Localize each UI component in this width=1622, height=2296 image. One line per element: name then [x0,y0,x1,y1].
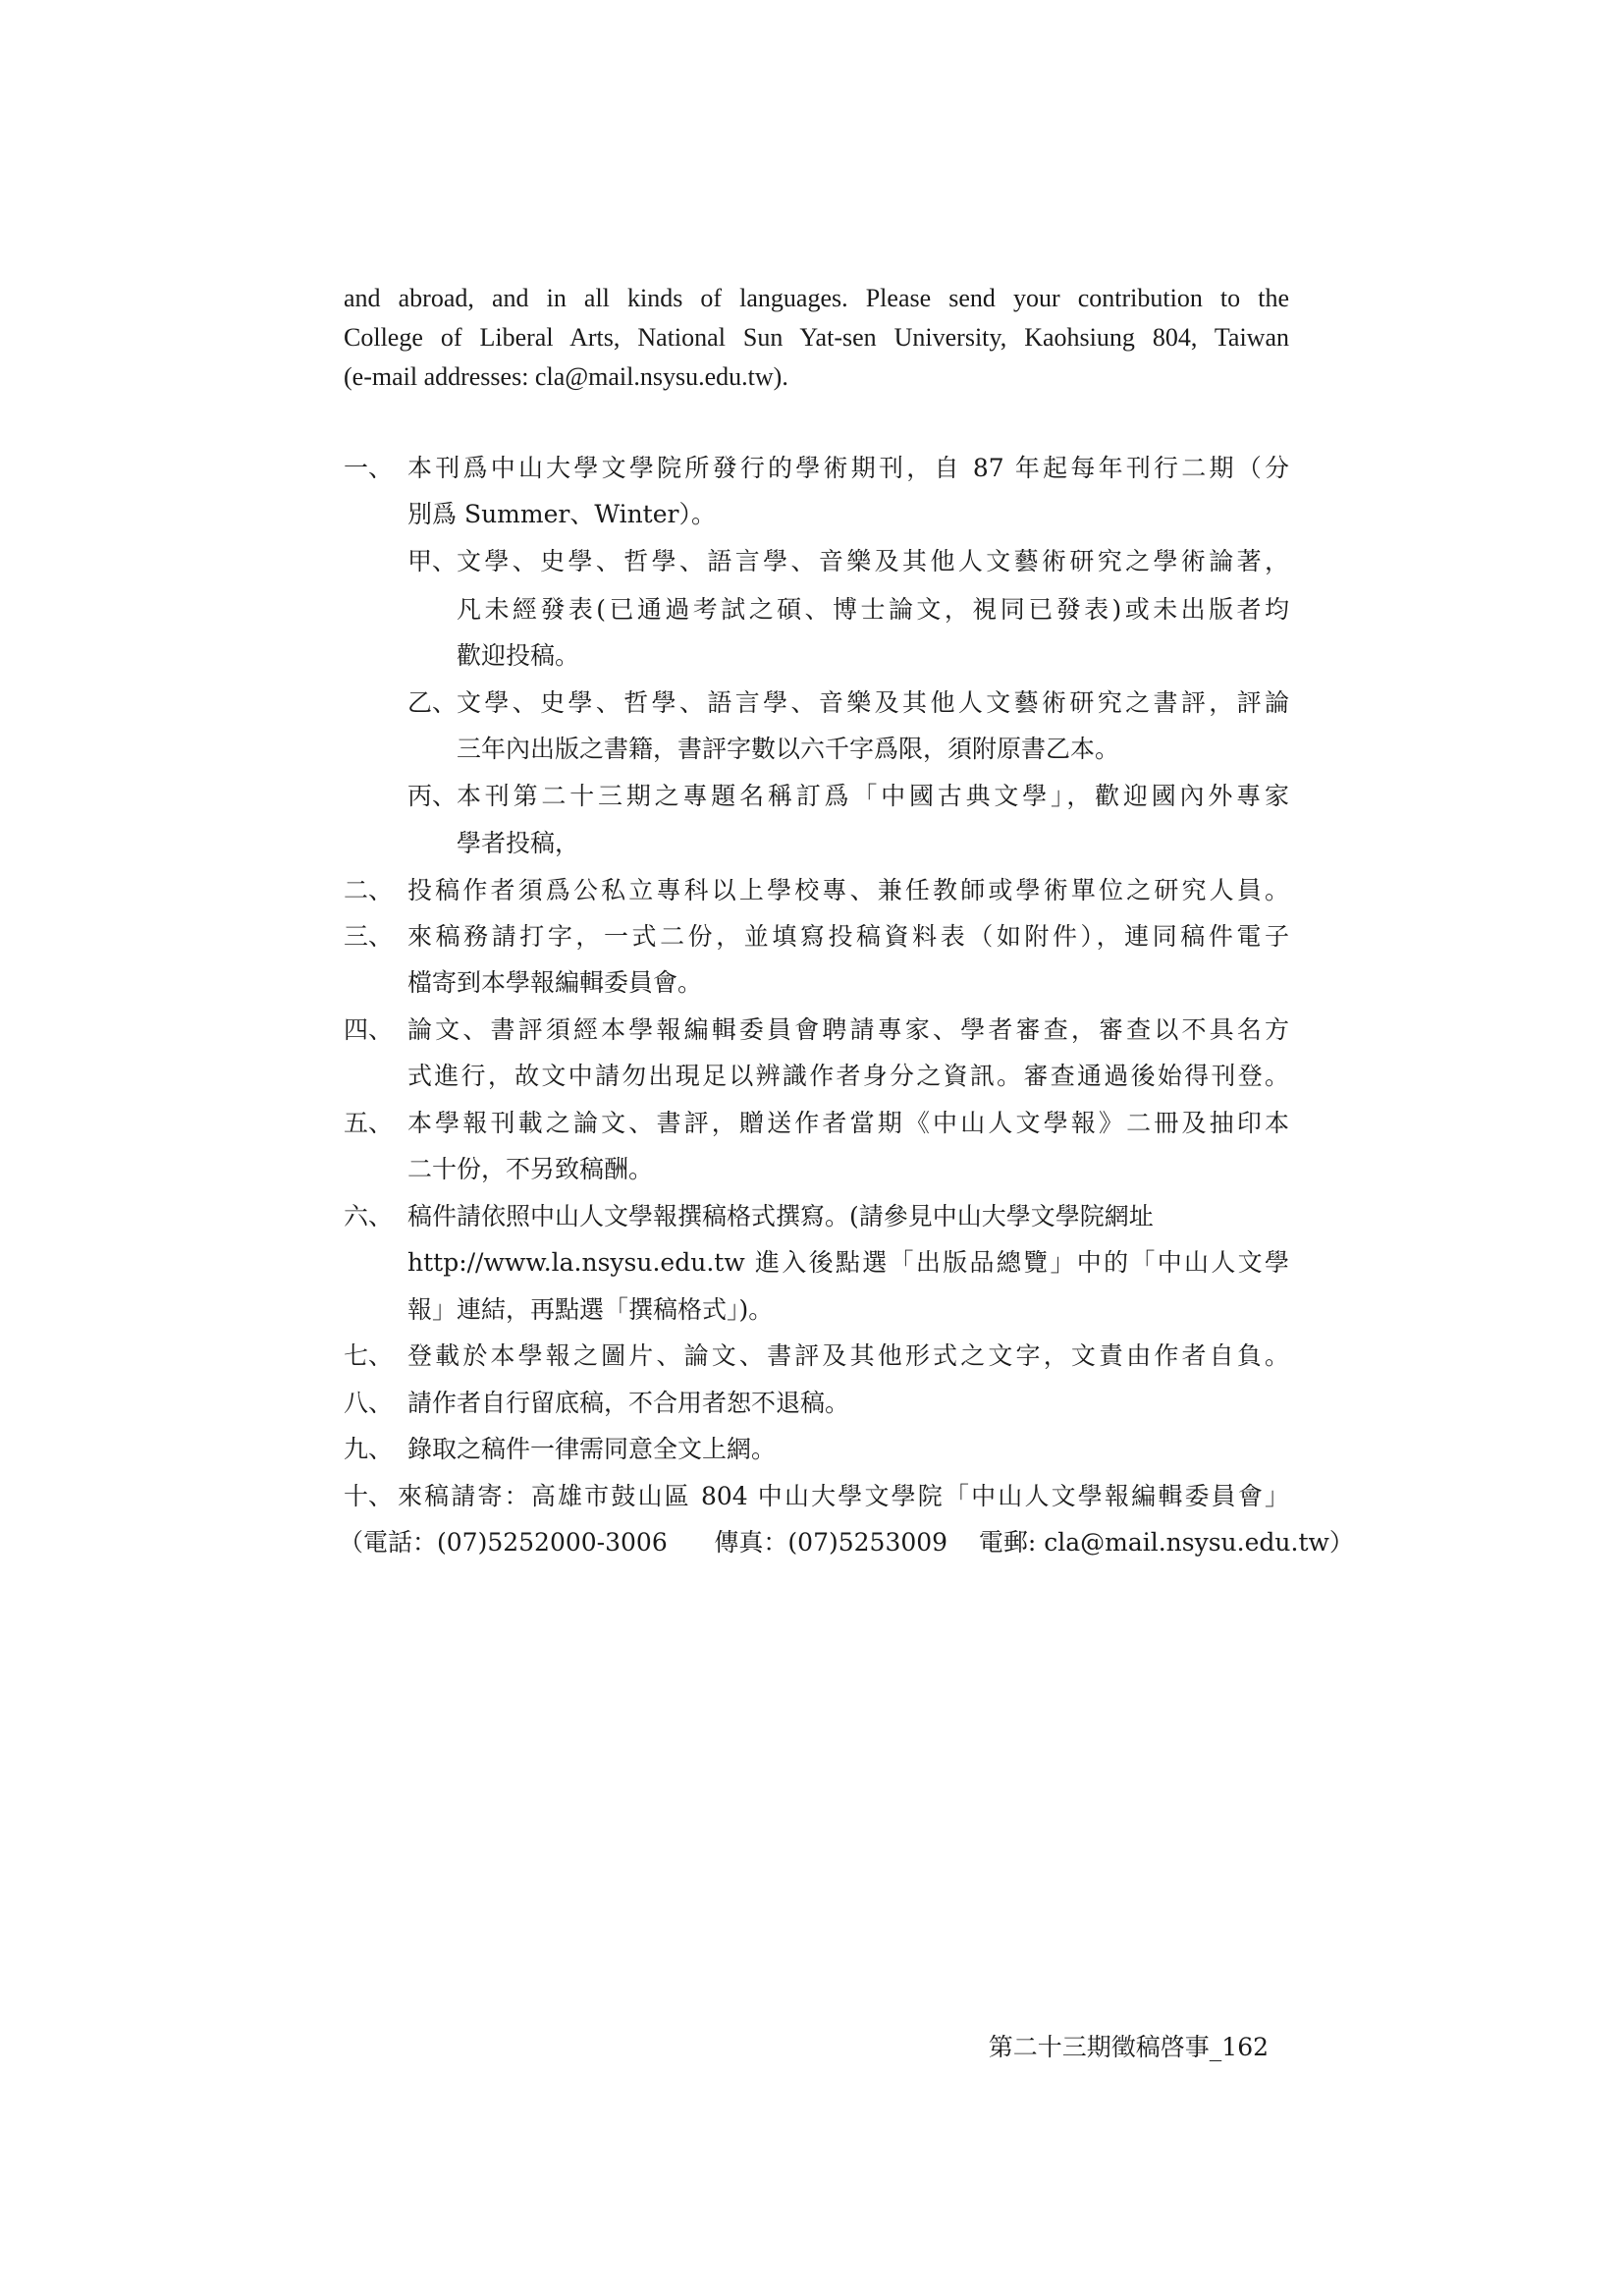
item-text: 別爲 Summer、Winter）。 [407,500,716,528]
item-text: 錄取之稿件一律需同意全文上網。 [407,1435,777,1463]
page-footer: 第二十三期徵稿啓事_162 [988,2033,1269,2061]
item-text: 論文、書評須經本學報編輯委員會聘請專家、學者審查，審查以不具名方 [407,1015,1289,1044]
sub-item-text: 三年內出版之書籍，書評字數以六千字爲限，須附原書乙本。 [457,735,1120,763]
item-text: 請作者自行留底稿，不合用者恕不退稿。 [407,1389,850,1417]
sub-item-number: 甲、 [407,547,458,575]
item-number: 十、 [344,1482,394,1510]
item-number: 四、 [344,1015,394,1044]
item-number: 一、 [344,454,394,482]
item-number: 三、 [344,922,394,951]
item-text: 報」連結，再點選「撰稿格式」)。 [407,1295,774,1324]
intro-line: and abroad, and in all kinds of languages. Please send your contribution to the [344,284,1289,312]
item-text: 本刊爲中山大學文學院所發行的學術期刊，自 87 年起每年刊行二期（分 [407,454,1289,482]
item-number: 七、 [344,1341,394,1370]
item-text: 稿件請依照中山人文學報撰稿格式撰寫。(請參見中山大學文學院網址 [407,1202,1154,1230]
item-number: 二、 [344,876,394,904]
item-text: 來稿請寄：高雄市鼓山區 804 中山大學文學院「中山人文學報編輯委員會」 [398,1482,1289,1510]
item-text: 本學報刊載之論文、書評，贈送作者當期《中山人文學報》二冊及抽印本 [407,1109,1289,1137]
item-text: 式進行，故文中請勿出現足以辨識作者身分之資訊。審查通過後始得刊登。 [407,1062,1289,1090]
item-number: 六、 [344,1202,394,1230]
intro-line: College of Liberal Arts, National Sun Yat-sen University, Kaohsiung 804, Taiwan [344,323,1289,352]
item-number: 八、 [344,1389,394,1417]
sub-item-number: 乙、 [407,688,458,717]
sub-item-text: 文學、史學、哲學、語言學、音樂及其他人文藝術研究之書評，評論 [457,688,1289,717]
sub-item-text: 文學、史學、哲學、語言學、音樂及其他人文藝術研究之學術論著， [457,547,1289,575]
item-number: 九、 [344,1435,394,1463]
item-text: 投稿作者須爲公私立專科以上學校專、兼任教師或學術單位之研究人員。 [407,876,1289,904]
sub-item-number: 丙、 [407,782,458,810]
item-text: http://www.la.nsysu.edu.tw 進入後點選「出版品總覽」中的「中山人文學 [407,1248,1289,1277]
item-text: 二十份，不另致稿酬。 [407,1155,654,1183]
sub-item-text: 凡未經發表(已通過考試之碩、博士論文，視同已發表)或未出版者均 [457,595,1289,624]
item-text: 來稿務請打字，一式二份，並填寫投稿資料表（如附件），連同稿件電子 [407,922,1289,951]
item-text: 檔寄到本學報編輯委員會。 [407,968,703,997]
contact-line: （電話：(07)5252000-3006 傳真：(07)5253009 電郵: cla@mail.nsysu.edu.tw） [339,1528,1354,1557]
sub-item-text: 學者投稿， [457,829,580,857]
item-number: 五、 [344,1109,394,1137]
item-text: 登載於本學報之圖片、論文、書評及其他形式之文字，文責由作者自負。 [407,1341,1289,1370]
sub-item-text: 歡迎投稿。 [457,641,580,670]
sub-item-text: 本刊第二十三期之專題名稱訂爲「中國古典文學」，歡迎國內外專家 [457,782,1289,810]
intro-line: (e-mail addresses: cla@mail.nsysu.edu.tw). [344,362,788,391]
